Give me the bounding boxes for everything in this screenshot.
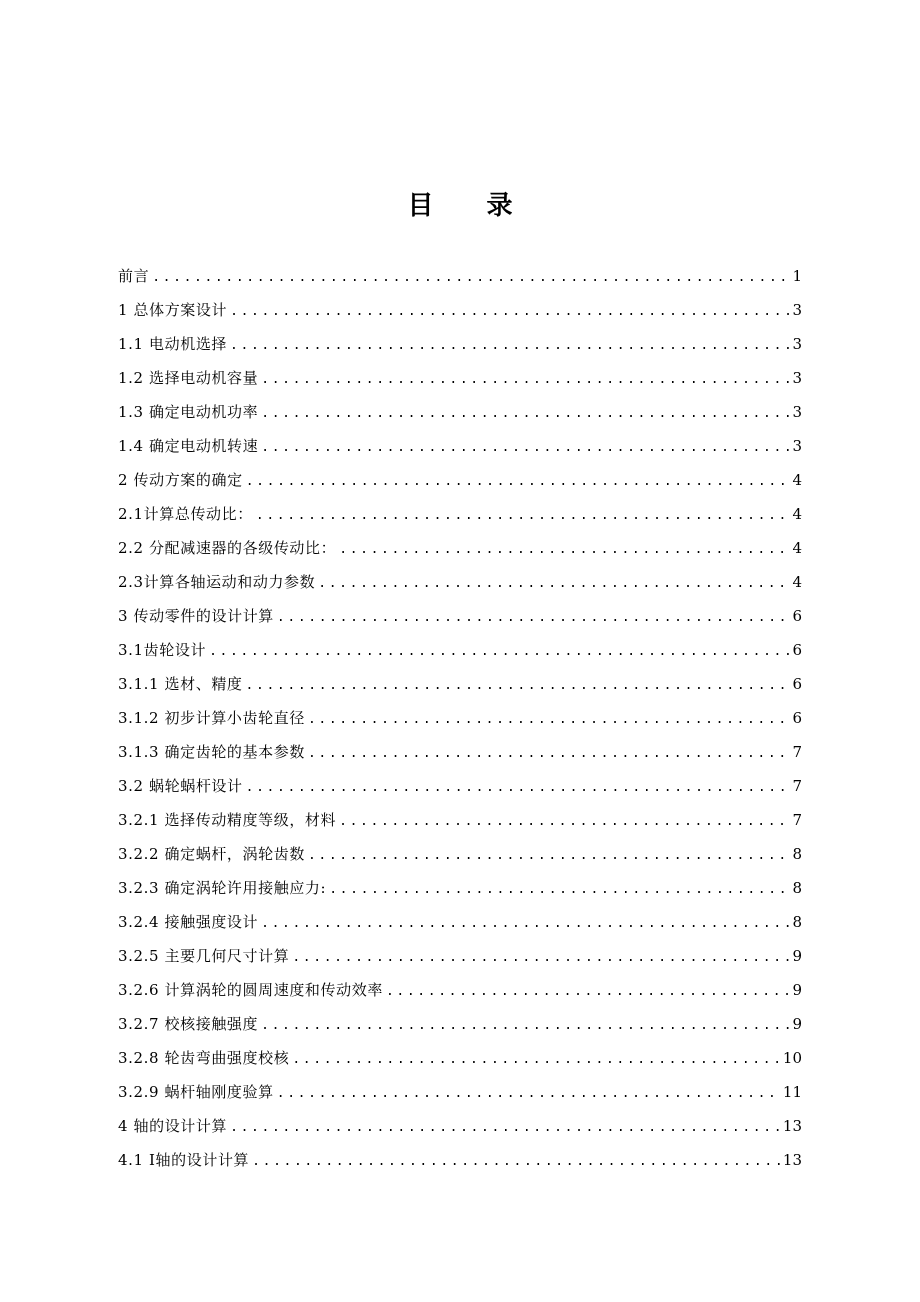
toc-dot-leader — [230, 1116, 780, 1140]
toc-dot-leader — [308, 844, 790, 868]
toc-entry-label: 1.4 确定电动机转速 — [118, 437, 259, 455]
toc-dot-leader — [152, 266, 789, 290]
toc-entry-page-number: 4 — [792, 505, 802, 523]
toc-entry-page-number: 6 — [792, 709, 802, 727]
toc-entry-page-number: 13 — [782, 1117, 802, 1135]
toc-entry-label: 3.1齿轮设计 — [118, 641, 207, 659]
toc-entry-page-number: 3 — [792, 369, 802, 387]
toc-entry-label: 2.2 分配减速器的各级传动比： — [118, 539, 337, 557]
toc-entry[interactable] — [118, 1045, 802, 1079]
toc-entry-label: 3.2.5 主要几何尺寸计算 — [118, 947, 290, 965]
toc-entry[interactable] — [118, 1079, 802, 1113]
toc-entry[interactable] — [118, 297, 802, 331]
toc-dot-leader — [230, 334, 789, 358]
toc-entry-page-number: 3 — [792, 403, 802, 421]
toc-entry-label: 3.2.3 确定涡轮许用接触应力: — [118, 879, 327, 897]
toc-entry-page-number: 9 — [792, 947, 802, 965]
toc-entry-label: 前言 — [118, 267, 150, 285]
toc-entry-label: 3.2.4 接触强度设计 — [118, 913, 259, 931]
toc-entry-page-number: 4 — [792, 471, 802, 489]
toc-entry-label: 3.2 蜗轮蜗杆设计 — [118, 777, 243, 795]
toc-dot-leader — [230, 300, 789, 324]
toc-entry-label: 4.1 I轴的设计计算 — [118, 1151, 250, 1169]
toc-entry-label: 3.1.3 确定齿轮的基本参数 — [118, 743, 305, 761]
toc-entry[interactable] — [118, 569, 802, 603]
toc-dot-leader — [277, 1082, 780, 1106]
toc-entry[interactable] — [118, 1147, 802, 1181]
toc-entry-label: 3 传动零件的设计计算 — [118, 607, 274, 625]
toc-entry-page-number: 6 — [792, 641, 802, 659]
toc-entry-label: 3.2.2 确定蜗杆，涡轮齿数 — [118, 845, 305, 863]
toc-dot-leader — [329, 878, 789, 902]
toc-entry-page-number: 3 — [792, 335, 802, 353]
toc-entry-page-number: 9 — [792, 1015, 802, 1033]
toc-dot-leader — [339, 538, 789, 562]
toc-entry[interactable] — [118, 739, 802, 773]
toc-entry[interactable] — [118, 501, 802, 535]
toc-entry-label: 1 总体方案设计 — [118, 301, 228, 319]
toc-dot-leader — [256, 504, 790, 528]
toc-entry[interactable] — [118, 705, 802, 739]
toc-entry-page-number: 4 — [792, 539, 802, 557]
toc-entry[interactable] — [118, 977, 802, 1011]
toc-entry-page-number: 6 — [792, 607, 802, 625]
toc-entry[interactable] — [118, 841, 802, 875]
toc-entry-page-number: 11 — [782, 1083, 802, 1101]
toc-entry-page-number: 3 — [792, 301, 802, 319]
toc-entry[interactable] — [118, 671, 802, 705]
toc-dot-leader — [252, 1150, 780, 1174]
toc-dot-leader — [246, 674, 790, 698]
toc-dot-leader — [386, 980, 790, 1004]
toc-entry[interactable] — [118, 467, 802, 501]
toc-entry-page-number: 7 — [792, 811, 802, 829]
toc-entry-label: 4 轴的设计计算 — [118, 1117, 228, 1135]
toc-dot-leader — [246, 776, 790, 800]
toc-entry-label: 1.2 选择电动机容量 — [118, 369, 259, 387]
toc-entry-page-number: 4 — [792, 573, 802, 591]
toc-entry-label: 3.2.7 校核接触强度 — [118, 1015, 259, 1033]
toc-entry-page-number: 8 — [792, 879, 802, 897]
toc-dot-leader — [261, 402, 789, 426]
toc-entry-label: 3.1.1 选材、精度 — [118, 675, 243, 693]
toc-dot-leader — [246, 470, 790, 494]
toc-entry[interactable] — [118, 807, 802, 841]
toc-entry[interactable] — [118, 637, 802, 671]
toc-dot-leader — [292, 1048, 780, 1072]
toc-dot-leader — [261, 368, 789, 392]
toc-dot-leader — [292, 946, 789, 970]
toc-entry[interactable] — [118, 331, 802, 365]
toc-entry-page-number: 6 — [792, 675, 802, 693]
toc-entry-page-number: 7 — [792, 743, 802, 761]
toc-entry[interactable] — [118, 773, 802, 807]
toc-entry[interactable] — [118, 399, 802, 433]
toc-dot-leader — [261, 1014, 789, 1038]
toc-entry[interactable] — [118, 433, 802, 467]
toc-entry-page-number: 1 — [792, 267, 802, 285]
toc-entry-page-number: 7 — [792, 777, 802, 795]
toc-entry-page-number: 10 — [782, 1049, 802, 1067]
toc-entry[interactable] — [118, 909, 802, 943]
toc-entry[interactable] — [118, 943, 802, 977]
toc-title: 目 录 — [407, 191, 535, 221]
toc-entry-label: 3.2.1 选择传动精度等级，材料 — [118, 811, 337, 829]
toc-entry-label: 3.2.8 轮齿弯曲强度校核 — [118, 1049, 290, 1067]
toc-dot-leader — [261, 912, 789, 936]
toc-entry[interactable] — [118, 263, 802, 297]
toc-entry-label: 1.1 电动机选择 — [118, 335, 228, 353]
toc-entry-page-number: 9 — [792, 981, 802, 999]
toc-entry-label: 2.3计算各轴运动和动力参数 — [118, 573, 316, 591]
toc-entry[interactable] — [118, 1113, 802, 1147]
toc-dot-leader — [261, 436, 789, 460]
toc-entry-label: 1.3 确定电动机功率 — [118, 403, 259, 421]
toc-entry[interactable] — [118, 535, 802, 569]
toc-entry-page-number: 3 — [792, 437, 802, 455]
toc-entry-label: 3.2.9 蜗杆轴刚度验算 — [118, 1083, 274, 1101]
table-of-contents — [118, 263, 802, 1181]
toc-dot-leader — [209, 640, 789, 664]
toc-dot-leader — [339, 810, 789, 834]
toc-entry-label: 3.2.6 计算涡轮的圆周速度和传动效率 — [118, 981, 383, 999]
toc-dot-leader — [277, 606, 790, 630]
toc-dot-leader — [308, 708, 790, 732]
toc-entry-label: 3.1.2 初步计算小齿轮直径 — [118, 709, 305, 727]
toc-dot-leader — [308, 742, 790, 766]
toc-entry[interactable] — [118, 875, 802, 909]
toc-entry-label: 2 传动方案的确定 — [118, 471, 243, 489]
toc-entry[interactable] — [118, 1011, 802, 1045]
toc-entry[interactable] — [118, 603, 802, 637]
toc-dot-leader — [318, 572, 789, 596]
toc-entry-page-number: 8 — [792, 845, 802, 863]
toc-entry-page-number: 8 — [792, 913, 802, 931]
toc-entry-page-number: 13 — [782, 1151, 802, 1169]
toc-entry-label: 2.1计算总传动比： — [118, 505, 253, 523]
toc-entry[interactable] — [118, 365, 802, 399]
